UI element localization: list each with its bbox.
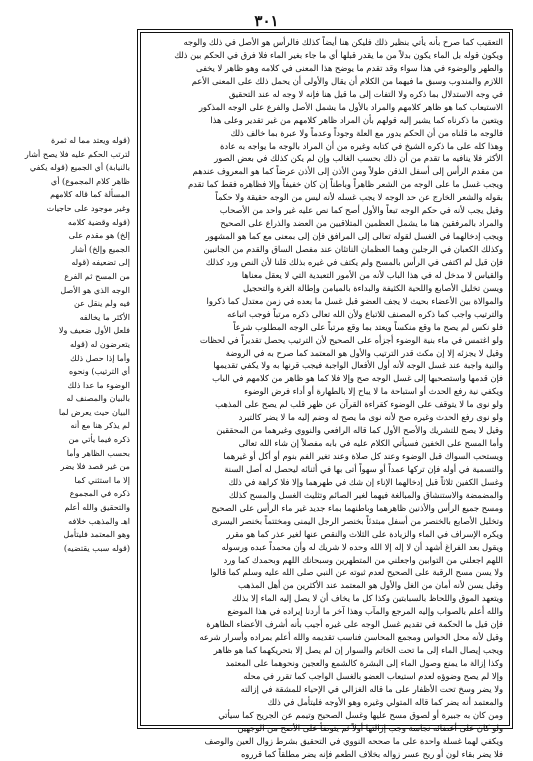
page-number: ٣٠١	[254, 12, 279, 30]
margin-text-line: وأما إذا حصل ذلك	[70, 352, 130, 363]
margin-text-line: إلى تضعيفه (قوله	[71, 257, 130, 268]
margin-text-line: إلا ما استثني كما	[74, 474, 130, 485]
main-text-line: وقيل لأنه محل الحواس ومجمع المحاسن فناسب تقديمه والله أعلم بمراده وأسرار شرعه	[199, 632, 503, 643]
main-text-line: ولو نوى رفع الحدث وغيره صح لأنه نوى ما يصح له وضم إليه ما لا يضر كالتبرد	[238, 412, 503, 423]
main-text-line: والمراد بالمرفقين هنا ما يشمل العظمين المتلاقيين من العضد والذراع على الصحيح	[220, 218, 503, 229]
margin-text-line: بالنيابة) أي الجميع (قوله يكفي	[29, 162, 130, 173]
main-text-line: والمضمضة والاستنشاق والمبالغة فيهما لغير الصائم وتثليث الغسل والمسح كذلك	[228, 489, 503, 500]
margin-text-line: فيه ولم ينقل عن	[73, 298, 130, 309]
main-text-line: التعقيب كما صرح بأنه يأتي بنظير ذلك فليكن هنا أيضاً كذلك فالرأس هو الأصل في ذلك والوجه	[183, 37, 503, 47]
main-text-line: الأكثر فلا ينافيه ما تقدم من أن ذلك بحسب الغالب وإن لم يكن كذلك في بعض الصور	[214, 153, 503, 164]
margin-text-line: بحسب الظاهر وأما	[66, 447, 130, 458]
margin-text-line: بالبيان والمصنف له	[66, 393, 130, 404]
margin-text-line: الوجه الذي هو الأصل	[60, 284, 130, 295]
main-text-line: فإن قيل ما الحكمة في تقديم غسل الوجه على غيره أجيب بأنه أشرف الأعضاء الظاهرة	[206, 619, 503, 630]
main-text-line: ولا يضر وسخ تحت الأظفار على ما قاله الغزالي في الإحياء للمشقة في إزالته	[240, 683, 503, 694]
main-text-line: وقيل يسن لأنه أمان من الغل والأول هو المعتمد عند الأكثرين من أهل المذهب	[237, 580, 503, 591]
margin-text-line: ذكره فيما يأتي من	[68, 434, 130, 445]
main-text-line: اللهم اجعلني من التوابين واجعلني من المتطهرين وسبحانك اللهم وبحمدك كما ورد	[223, 554, 503, 565]
margin-text-line: إلخ) هو مقدم على	[68, 230, 130, 241]
margin-text-line: اهـ والمذهب خلافه	[68, 515, 130, 526]
margin-text-line: لم يذكر هنا مع أنه	[70, 420, 130, 431]
margin-text-line: ذكره في المجموع	[69, 488, 130, 499]
margin-text-line: من غير قصد فلا يضر	[60, 461, 130, 472]
main-text-line: ويجب غسل ما على الوجه من الشعر ظاهراً وباطناً إن كان خفيفاً وإلا فظاهره فقط كما تقدم	[187, 179, 503, 190]
main-text-line: فإن قيل لم اكتفى في الرأس بالمسح ولم يكتف في غيره بذلك قلنا لأن النص ورد كذلك	[205, 256, 503, 267]
main-text-line: ويجب إيصال الماء إلى ما تحت الخاتم والسوار إن لم يصل إلا بتحريكهما كما هو ظاهر	[213, 645, 503, 656]
main-text-line: ويستحب السواك قبل الوضوء وعند كل صلاة وعند تغير الفم بنوم أو أكل أو غيرهما	[223, 451, 503, 461]
main-text-line: ولا يسن مسح الرقبة على الصحيح لعدم ثبوته عن النبي صلى الله عليه وسلم كما قالوا	[210, 567, 503, 578]
margin-text-line: البيان حيث يعرض لما	[58, 406, 130, 417]
main-text-frame	[137, 29, 513, 759]
main-text-line: فإن قدمها واستصحبها إلى غسل الوجه صح وإلا فلا كما هو ظاهر من كلامهم في الباب	[212, 373, 503, 384]
main-text-line: في وجه الاستدلال بما ذكره ولا التفات إلى ما قيل هنا فإنه لا وجه له عند التحقيق	[228, 88, 503, 99]
margin-text-line: الجميع وإلخ) أشار	[71, 243, 130, 254]
main-text-line: ويكون قوله بل الماء يكون بدلاً من ما يقدر قبلها أي ما جاء بغير الماء فلا فرق في الحكم بين ذلك	[174, 49, 503, 60]
main-text-line: ولو نوى ما لا يتوقف على الوضوء كقراءة القرآن عن ظهر قلب لم يصح على المذهب	[215, 399, 503, 410]
margin-text-line: المسألة كما قاله كلامهم	[50, 189, 130, 200]
margin-text-line: أي الترتيب) ونحوه	[69, 366, 130, 377]
margin-text-line: وهو المعتمد فليتأمل	[63, 529, 130, 540]
main-text-line: والترتيب واجب كما ذكره المصنف للاتباع ولأن الله تعالى ذكره مرتباً فوجب اتباعه	[227, 308, 503, 319]
margin-text-line: ظاهر كلام المجموع) أي	[50, 175, 130, 186]
main-text-line: ويتعين ما ذكرناه كما يشير إليه قولهم بأن المراد ظاهر كلامهم من غير تقدير وعلى هذا	[210, 114, 503, 125]
main-text-line: وقيل يجب لأنه في حكم الوجه تبعاً والأول أصح كما نص عليه غير واحد من الأصحاب	[219, 205, 503, 216]
main-text-line: وغسل الكفين ثلاثاً قبل إدخالهما الإناء إن شك في طهرهما وإلا فلا كراهة في ذلك	[228, 476, 503, 487]
margin-text-line: فلعل الأول ضعيف ولا	[58, 325, 130, 336]
main-text-line: وتخليل الأصابع بالخنصر من أسفل مبتدئاً بخنصر الرجل اليمنى ومختتماً بخنصر اليسرى	[211, 515, 503, 526]
margin-text-line: من المسح ثم الفرع	[64, 270, 130, 281]
main-text-line: والقياس لا مدخل له في هذا الباب لأنه من الأمور التعبدية التي لا يعقل معناها	[241, 269, 503, 280]
main-text-line: بقوله والشعر الخارج عن حد الوجه لا يجب غسله لأنه ليس من الوجه حقيقة ولا حكماً	[215, 192, 503, 203]
main-text-line: والموالاة بين الأعضاء بحيث لا يجف العضو قبل غسل ما بعده في زمن معتدل كما ذكروا	[206, 295, 503, 306]
margin-commentary	[18, 134, 130, 694]
main-text-line: وقيل لا يجزئه إلا إن مكث قدر الترتيب والأول هو المعتمد كما صرح به في الروضة	[225, 347, 503, 358]
main-text-line: والطهر والوضوء في هذا سواء وقد تقدم ما يوضح هذا المعنى في كلامه وهو ظاهر لا يخفى	[195, 62, 503, 73]
margin-text-line: الأكثر ما يخالفه	[79, 311, 130, 322]
main-text-line: وكذلك الكعبان في الرجلين وهما العظمان الناتئان عند مفصل الساق والقدم من الجانبين	[203, 244, 503, 254]
main-text-line: وأما المسح على الخفين فسيأتي الكلام عليه في بابه مفصلاً إن شاء الله تعالى	[238, 438, 503, 449]
margin-text-line: والتحقيق والله أعلم	[64, 502, 130, 513]
main-text-block	[147, 36, 503, 759]
main-text-line: والتسمية في أوله فإن تركها عمداً أو سهواً أتى بها في أثنائه ليحصل له أصل السنة	[224, 463, 503, 474]
main-text-line: وكذا إزالة ما يمنع وصول الماء إلى البشرة كالشمع والعجين ونحوهما على المعتمد	[225, 658, 503, 668]
main-text-line: وهذا كله على ما ذكره الشيخ في كتابه وغيره من أن المراد بالوجه ما يواجه به عادة	[220, 140, 503, 151]
main-text-line: فلو نكس لم يصح ما وقع منكساً ويعتد بما وقع مرتباً على الوجه المطلوب شرعاً	[233, 321, 503, 332]
main-text-line: والله أعلم بالصواب وإليه المرجع والمآب وهذا آخر ما أردنا إيراده في هذا الموضع	[227, 606, 503, 617]
main-text-line: فالوجه ما قلناه من أن الحكم يدور مع العلة وجوداً وعدماً ولا عبرة بما خالف ذلك	[230, 127, 503, 138]
main-text-line: ومسح جميع الرأس والأذنين ظاهرهما وباطنهما بماء جديد غير ماء الرأس على الصحيح	[211, 502, 503, 513]
main-text-line: ويسن تخليل الأصابع واللحية الكثيفة والبداءة بالميامن وإطالة الغرة والتحجيل	[243, 282, 503, 293]
main-text-line: والمعتمد أنه يضر كما قاله المتولي وغيره وهو الأوجه فليتأمل في ذلك	[267, 696, 503, 707]
margin-text-line: (قوله ويعتد مما له ثمرة	[51, 135, 130, 145]
main-text-line: ويقول بعد الفراغ أشهد أن لا إله إلا الله وحده لا شريك له وأن محمداً عبده ورسوله	[221, 541, 503, 552]
margin-text-line: لترتب الحكم عليه فلا يصح أشار	[24, 148, 130, 159]
main-text-line: من مقدم الرأس إلى أسفل الذقن طولاً ومن الأذن إلى الأذن عرضاً كما هو المعروف عندهم	[192, 166, 503, 177]
main-text-line: ومن كان به جبيرة أو لصوق مسح عليها وغسل الصحيح وتيمم عن الجريح كما سيأتي	[218, 709, 503, 720]
main-text-line: وقيل لا يصح للتشريك والأصح الأول كما قاله الرافعي والنووي وغيرهما من المحققين	[216, 425, 503, 436]
main-text-line: ويجب إدخالهما في الغسل لقوله تعالى إلى المرافق فإن إلى بمعنى مع كما هو المشهور	[205, 231, 503, 242]
margin-text-line: وغير موجود على حاجيات	[46, 202, 130, 213]
main-text-line: والنية واجبة عند غسل الوجه لأنه أول الأفعال الواجبة فيجب قرنها به ولا يكفي تقديمها	[213, 360, 503, 371]
main-text-line: ولو كان على أعضائه نجاسة وجب إزالتها أولاً ثم يتوضأ على الأصح من الوجهين	[237, 722, 503, 733]
main-text-line: ويتعهد الموق واللحاظ بالسبابتين وكذا كل ما يخاف أن لا يصل إليه الماء إلا بذلك	[232, 593, 503, 604]
main-text-line: الاستيعاب كما هو ظاهر كلامهم والمراد بالأول ما يشمل الأصل والفرع على الوجه المذكور	[198, 101, 503, 112]
margin-text-line: يتعرضون له (قوله	[69, 338, 130, 349]
main-text-line: فلا يضر بقاء لون أو ريح عسر زواله بخلاف الطعم فإنه يضر مطلقاً كما قرروه	[240, 748, 503, 759]
main-text-line: وإلا لم يصح وضوؤه لعدم استيعاب العضو بالغسل الواجب كما تقرر في محله	[243, 670, 503, 681]
main-text-line: اللازم والمندوب وسبق ما فيهما من الكلام أن يقال والأولى أن يحمل ذلك على المعنى الأعم	[191, 75, 503, 86]
main-text-line: ولو اغتمس في ماء بنية الوضوء أجزأه على الصحيح لأن الترتيب يحصل تقديراً في لحظات	[199, 334, 503, 345]
margin-text-line: (قوله وقضية كلامه	[67, 216, 130, 227]
main-text-line: ويكره الإسراف في الماء والزيادة على الثلاث والنقص عنها لغير عذر كما هو مقرر	[226, 528, 503, 539]
main-text-line: ويكفي نية رفع الحدث أو استباحة ما لا يباح إلا بالطهارة أو أداء فرض الوضوء	[244, 386, 503, 397]
margin-text-line: الوضوء ما عدا ذلك	[67, 379, 130, 390]
main-text-line: ويكفي لهما غسلة واحدة على ما صححه النووي في التحقيق بشرط زوال العين والوصف	[204, 735, 503, 746]
margin-text-line: (قوله سبب يقتضيه)	[63, 542, 130, 553]
